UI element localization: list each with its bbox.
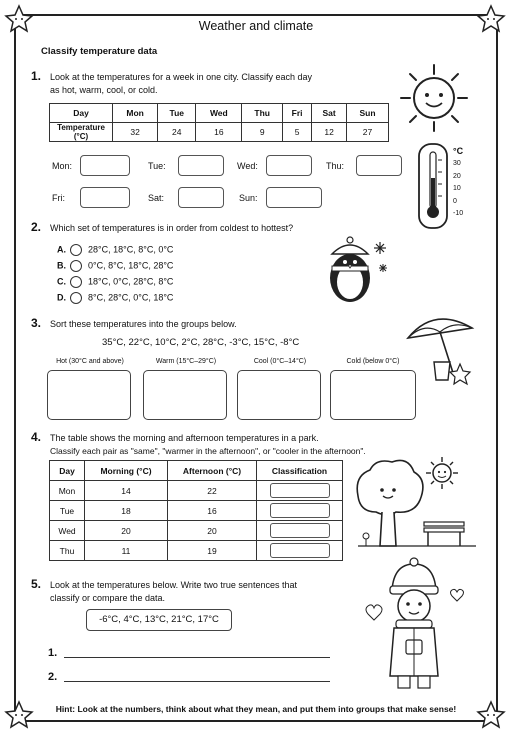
table-cell: 18 bbox=[85, 501, 168, 521]
sun-icon bbox=[398, 62, 470, 134]
table-header-cell: Wed bbox=[196, 104, 242, 123]
table-row bbox=[50, 481, 343, 501]
answer-label: Tue: bbox=[148, 161, 166, 171]
option-letter: B. bbox=[57, 260, 66, 271]
park-temperature-table bbox=[49, 460, 343, 561]
table-header-cell: Day bbox=[50, 461, 85, 481]
radio-circle[interactable] bbox=[70, 292, 82, 304]
option-letter: D. bbox=[57, 292, 66, 303]
answer-label: Sat: bbox=[148, 193, 165, 203]
radio-circle[interactable] bbox=[70, 276, 82, 288]
question-text-line: classify or compare the data. bbox=[50, 593, 166, 603]
option-text: 8°C, 28°C, 0°C, 18°C bbox=[88, 292, 174, 303]
table-cell: Tue bbox=[50, 501, 85, 521]
table-row bbox=[50, 123, 389, 142]
option-text: 18°C, 0°C, 28°C, 8°C bbox=[88, 276, 174, 287]
question-text: Which set of temperatures is in order from coldest to hottest? bbox=[50, 223, 294, 233]
table-row bbox=[50, 541, 343, 561]
table-cell bbox=[257, 521, 343, 541]
table-cell: 11 bbox=[85, 541, 168, 561]
thermometer-icon bbox=[414, 142, 454, 232]
group-box-hot[interactable] bbox=[47, 370, 131, 420]
line-label: 1. bbox=[48, 647, 58, 659]
answer-box-fri[interactable] bbox=[80, 187, 130, 208]
table-cell: 9 bbox=[242, 123, 283, 142]
table-cell: Mon bbox=[50, 481, 85, 501]
thermometer-tick: -10 bbox=[453, 210, 464, 217]
table-cell: 5 bbox=[283, 123, 312, 142]
table-cell: 19 bbox=[168, 541, 257, 561]
classification-input[interactable] bbox=[270, 503, 330, 518]
section-subtitle: Classify temperature data bbox=[41, 46, 158, 57]
table-header-cell: Sun bbox=[347, 104, 389, 123]
table-cell: 16 bbox=[168, 501, 257, 521]
table-cell: 32 bbox=[113, 123, 158, 142]
answer-label: Thu: bbox=[326, 161, 345, 171]
park-tree-bench-icon bbox=[352, 456, 482, 552]
question-number: 3. bbox=[31, 316, 42, 330]
table-cell: Wed bbox=[50, 521, 85, 541]
option-b[interactable] bbox=[57, 260, 173, 272]
table-header-row bbox=[50, 104, 389, 123]
answer-label: Fri: bbox=[52, 193, 65, 203]
table-cell: 14 bbox=[85, 481, 168, 501]
answer-line-1[interactable] bbox=[64, 657, 330, 658]
question-number: 1. bbox=[31, 69, 42, 83]
table-header-cell: Classification bbox=[257, 461, 343, 481]
answer-label: Sun: bbox=[239, 193, 258, 203]
answer-box-sat[interactable] bbox=[178, 187, 224, 208]
option-letter: C. bbox=[57, 276, 66, 287]
question-text-line: Look at the temperatures below. Write two true sentences that bbox=[50, 580, 297, 590]
question-number: 4. bbox=[31, 430, 42, 444]
answer-box-tue[interactable] bbox=[178, 155, 224, 176]
table-row bbox=[50, 501, 343, 521]
question-text bbox=[50, 432, 366, 458]
table-cell: 20 bbox=[168, 521, 257, 541]
question-text-line: The table shows the morning and afternoon temperatures in a park. bbox=[50, 433, 319, 443]
question-text bbox=[50, 579, 297, 605]
option-a[interactable] bbox=[57, 244, 173, 256]
question-text-line: Classify each pair as "same", "warmer in the afternoon", or "cooler in the afternoon". bbox=[50, 446, 366, 456]
table-header-cell: Afternoon (°C) bbox=[168, 461, 257, 481]
classification-input[interactable] bbox=[270, 543, 330, 558]
data-box: -6°C, 4°C, 13°C, 21°C, 17°C bbox=[86, 609, 232, 631]
group-box-cool[interactable] bbox=[237, 370, 321, 420]
radio-circle[interactable] bbox=[70, 244, 82, 256]
line-label: 2. bbox=[48, 671, 58, 683]
question-text-line: as hot, warm, cool, or cold. bbox=[50, 85, 158, 95]
table-header-cell: Fri bbox=[283, 104, 312, 123]
question-text-line: Look at the temperatures for a week in one city. Classify each day bbox=[50, 72, 312, 82]
answer-box-mon[interactable] bbox=[80, 155, 130, 176]
thermometer-tick: 30 bbox=[453, 160, 461, 167]
group-label: Cold (below 0°C) bbox=[346, 358, 400, 365]
penguin-icon bbox=[322, 236, 394, 306]
hint-text: Hint: Look at the numbers, think about what they mean, and put them into groups that make sense! bbox=[55, 704, 457, 714]
answer-box-sun[interactable] bbox=[266, 187, 322, 208]
group-label: Warm (15°C–29°C) bbox=[155, 358, 217, 365]
classification-input[interactable] bbox=[270, 483, 330, 498]
table-cell: 27 bbox=[347, 123, 389, 142]
temperature-list: 35°C, 22°C, 10°C, 2°C, 28°C, -3°C, 15°C, -8°C bbox=[102, 337, 300, 348]
answer-label: Wed: bbox=[237, 161, 258, 171]
table-cell: 12 bbox=[312, 123, 347, 142]
table-cell: 16 bbox=[196, 123, 242, 142]
table-cell: 20 bbox=[85, 521, 168, 541]
answer-line-2[interactable] bbox=[64, 681, 330, 682]
group-box-cold[interactable] bbox=[330, 370, 416, 420]
question-number: 5. bbox=[31, 577, 42, 591]
table-header-row bbox=[50, 461, 343, 481]
table-cell: 24 bbox=[158, 123, 196, 142]
thermometer-scale bbox=[453, 158, 463, 221]
option-text: 0°C, 8°C, 18°C, 28°C bbox=[88, 260, 174, 271]
small-sun-icon bbox=[424, 455, 460, 491]
table-cell bbox=[257, 541, 343, 561]
child-winter-icon bbox=[354, 556, 474, 694]
table-cell bbox=[257, 501, 343, 521]
option-d[interactable] bbox=[57, 292, 173, 304]
group-label: Hot (30°C and above) bbox=[56, 358, 124, 365]
table-row-label: Temperature (°C) bbox=[50, 123, 113, 142]
thermometer-tick: 10 bbox=[453, 185, 461, 192]
temperature-table bbox=[49, 103, 389, 142]
option-text: 28°C, 18°C, 8°C, 0°C bbox=[88, 244, 174, 255]
thermometer-unit: °C bbox=[453, 146, 464, 156]
table-cell bbox=[257, 481, 343, 501]
table-header-cell: Sat bbox=[312, 104, 347, 123]
answer-box-thu[interactable] bbox=[356, 155, 402, 176]
table-header-cell: Day bbox=[50, 104, 113, 123]
question-number: 2. bbox=[31, 220, 42, 234]
table-cell: 22 bbox=[168, 481, 257, 501]
radio-circle[interactable] bbox=[70, 260, 82, 272]
table-header-cell: Thu bbox=[242, 104, 283, 123]
question-text: Sort these temperatures into the groups below. bbox=[50, 319, 237, 329]
page-title: Weather and climate bbox=[198, 19, 314, 33]
table-header-cell: Morning (°C) bbox=[85, 461, 168, 481]
answer-label: Mon: bbox=[52, 161, 73, 171]
table-row bbox=[50, 521, 343, 541]
table-header-cell: Tue bbox=[158, 104, 196, 123]
table-cell: Thu bbox=[50, 541, 85, 561]
answer-box-wed[interactable] bbox=[266, 155, 312, 176]
classification-input[interactable] bbox=[270, 523, 330, 538]
option-letter: A. bbox=[57, 244, 66, 255]
option-c[interactable] bbox=[57, 276, 173, 288]
table-header-cell: Mon bbox=[113, 104, 158, 123]
group-label: Cool (0°C–14°C) bbox=[253, 358, 307, 365]
group-box-warm[interactable] bbox=[143, 370, 227, 420]
thermometer-tick: 0 bbox=[453, 197, 457, 205]
question-text bbox=[50, 71, 312, 97]
thermometer-tick: 20 bbox=[453, 172, 461, 180]
